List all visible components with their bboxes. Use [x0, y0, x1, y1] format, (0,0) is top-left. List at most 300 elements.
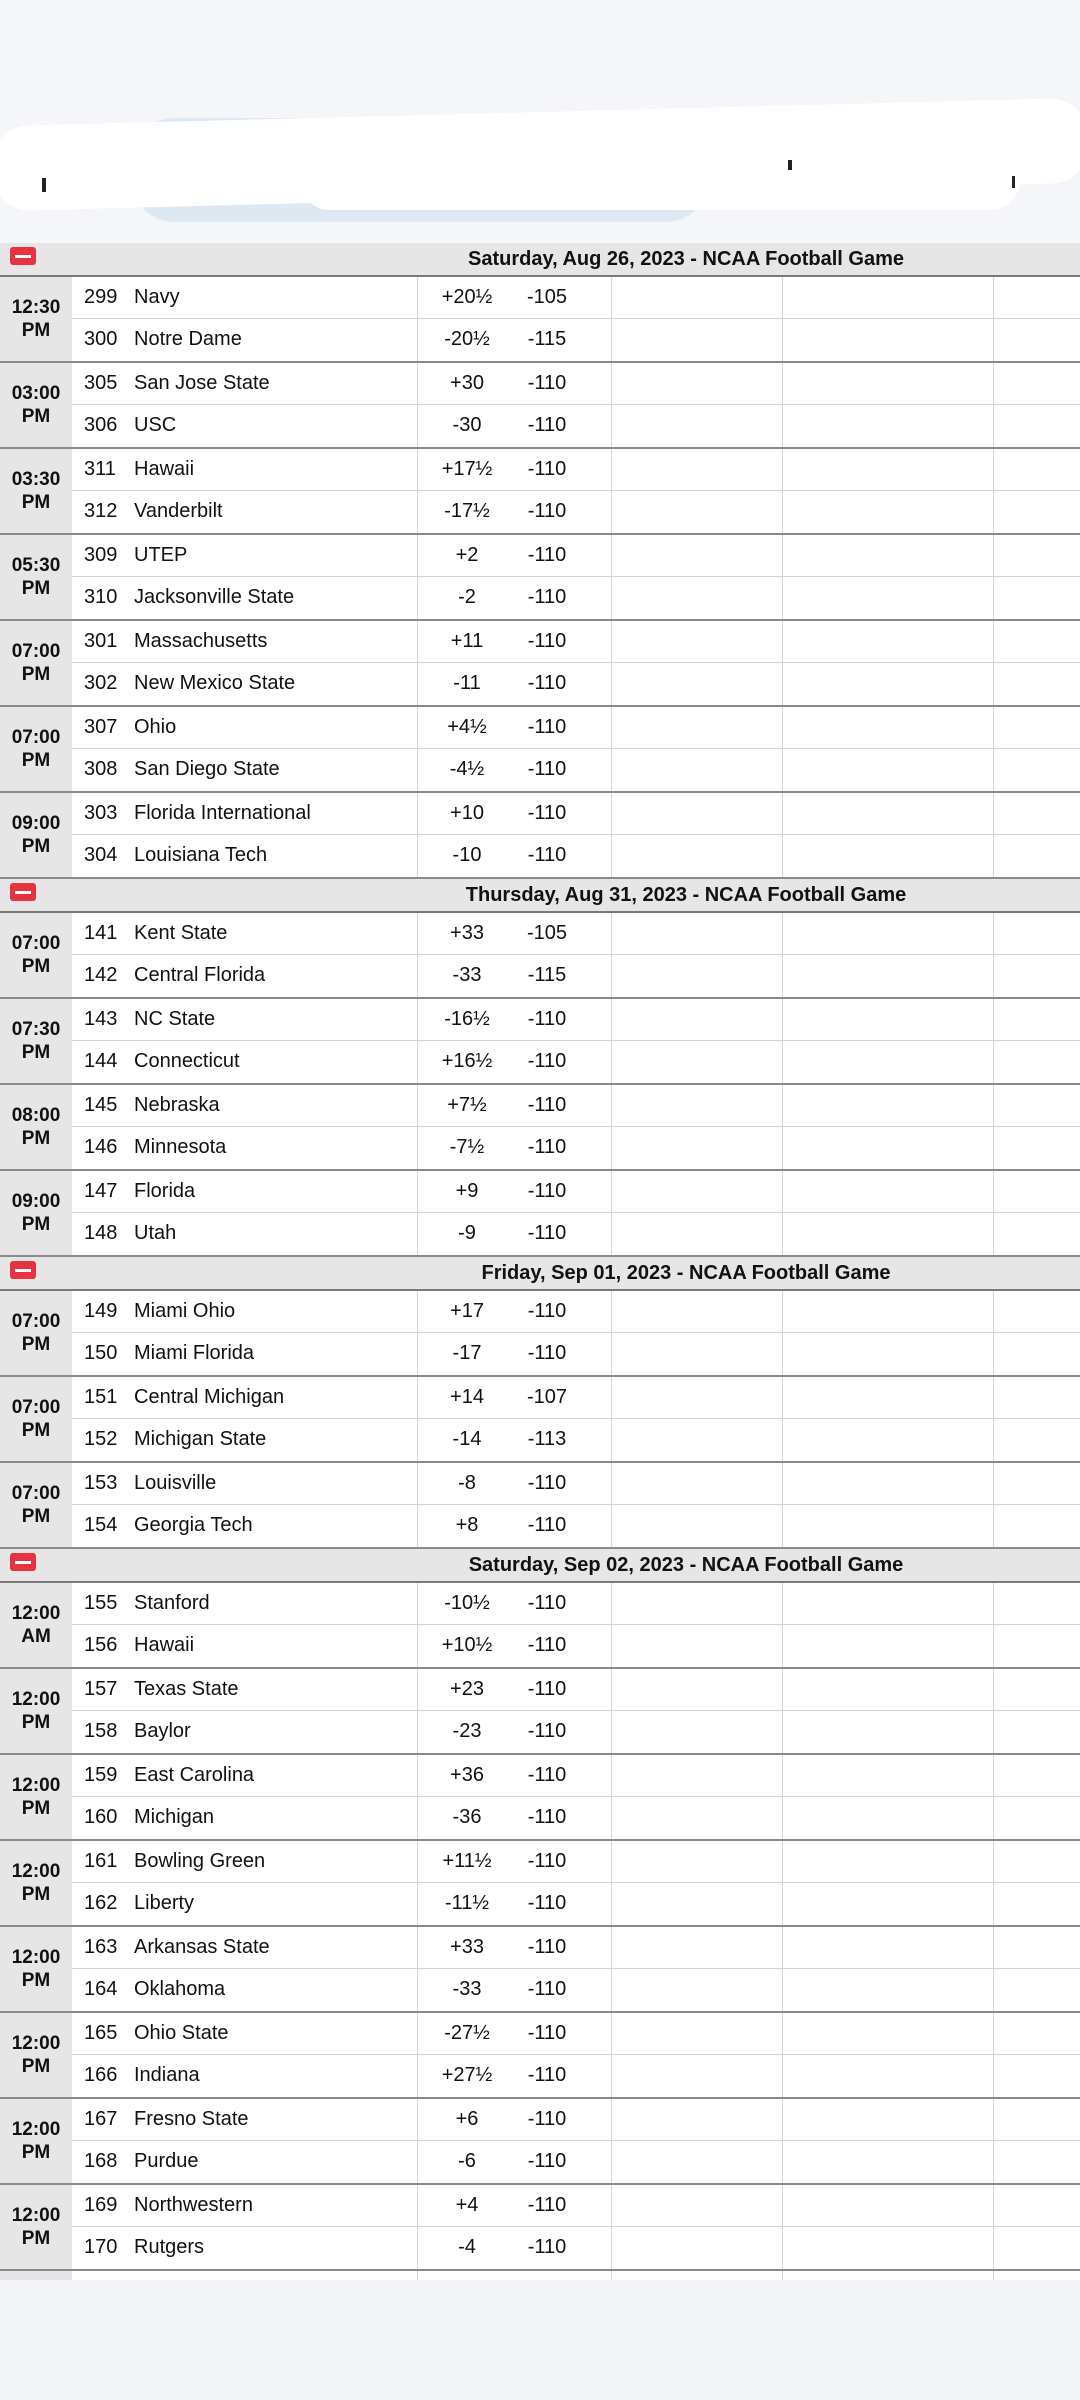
game-time-part: 12:00 [11, 1603, 61, 1624]
game-lines [72, 535, 1080, 619]
game-time-part: 07:00 [11, 933, 61, 954]
spread-cell[interactable]: +2 [455, 544, 479, 566]
game-lines [72, 2013, 1080, 2097]
team-line [72, 1463, 1080, 1505]
game-time [0, 535, 72, 619]
game-time-part: PM [21, 1712, 51, 1733]
spread-cell[interactable]: -10½ [444, 1592, 490, 1614]
spread-cell[interactable]: -23 [452, 1720, 482, 1742]
game-time-part: PM [21, 1042, 51, 1063]
game-time-part: 12:30 [11, 297, 61, 318]
team-line [72, 1969, 1080, 2011]
odds-cell[interactable]: -110 [527, 2064, 567, 2086]
team-line [72, 1171, 1080, 1213]
rotation-number: 170 [84, 2236, 118, 2258]
game-time [0, 1463, 72, 1547]
team-line [72, 1085, 1080, 1127]
team-line [72, 405, 1080, 447]
game-time-part: PM [21, 406, 51, 427]
spread-cell[interactable]: +8 [455, 1514, 479, 1536]
game-row [0, 1755, 1080, 1841]
team-line [72, 1625, 1080, 1667]
spread-cell[interactable]: +33 [450, 922, 484, 944]
rotation-number: 160 [84, 1806, 118, 1828]
odds-cell[interactable]: -105 [526, 286, 568, 308]
odds-cell[interactable]: -110 [527, 1342, 567, 1364]
team-name: Jacksonville State [134, 586, 295, 608]
team-line [72, 955, 1080, 997]
game-lines [72, 1927, 1080, 2011]
section-header [0, 879, 1080, 913]
banner-mark [788, 160, 792, 170]
odds-cell[interactable]: -110 [527, 1514, 567, 1536]
odds-cell[interactable]: -110 [527, 630, 567, 652]
odds-cell[interactable]: -110 [527, 414, 567, 436]
spread-cell[interactable]: +4½ [447, 716, 487, 738]
game-time-part: 03:00 [11, 383, 61, 404]
spread-cell[interactable]: -16½ [444, 1008, 490, 1030]
spread-cell[interactable]: +33 [450, 1936, 484, 1958]
banner-mark [42, 178, 46, 192]
game-time [0, 1583, 72, 1667]
odds-cell[interactable]: -110 [527, 586, 567, 608]
rotation-number: 306 [84, 414, 118, 436]
spread-cell[interactable]: +17 [450, 1300, 484, 1322]
spread-cell[interactable]: +7½ [447, 1094, 487, 1116]
rotation-number: 309 [84, 544, 118, 566]
team-name: Oklahoma [134, 1978, 226, 2000]
odds-cell[interactable]: -110 [527, 716, 567, 738]
odds-cell[interactable]: -110 [527, 2236, 567, 2258]
game-time-part: 03:30 [11, 469, 61, 490]
odds-cell[interactable]: -110 [527, 2194, 567, 2216]
team-name: East Carolina [134, 1764, 255, 1786]
spread-cell[interactable]: +10 [450, 802, 484, 824]
team-name: Purdue [134, 2150, 199, 2172]
team-line [72, 1505, 1080, 1547]
team-name: Texas State [134, 1678, 239, 1700]
game-row [0, 449, 1080, 535]
team-name: Minnesota [134, 1136, 227, 1158]
team-name: Nebraska [134, 1094, 220, 1116]
odds-cell[interactable]: -110 [527, 1180, 567, 1202]
odds-cell[interactable]: -115 [527, 328, 567, 350]
team-line [72, 1419, 1080, 1461]
game-row [0, 1583, 1080, 1669]
game-time-part: PM [21, 2056, 51, 2077]
game-time [0, 1927, 72, 2011]
spread-cell[interactable]: +14 [450, 1386, 484, 1408]
game-row [0, 707, 1080, 793]
game-time [0, 2099, 72, 2183]
spread-cell[interactable]: -4½ [449, 758, 485, 780]
team-name: Notre Dame [134, 328, 242, 350]
game-time-part: PM [21, 2228, 51, 2249]
game-time [0, 1085, 72, 1169]
game-row [0, 1085, 1080, 1171]
game-time-part: PM [21, 664, 51, 685]
odds-cell[interactable]: -110 [527, 1720, 567, 1742]
odds-cell[interactable]: -110 [527, 1222, 567, 1244]
odds-cell[interactable]: -110 [527, 758, 567, 780]
team-line [72, 2227, 1080, 2269]
team-name: UTEP [134, 544, 188, 566]
team-name: NC State [134, 1008, 216, 1030]
team-name: Ohio State [134, 2022, 229, 2044]
odds-cell[interactable]: -110 [527, 1634, 567, 1656]
spread-cell[interactable]: -4 [458, 2236, 476, 2258]
game-lines [72, 1583, 1080, 1667]
odds-cell[interactable]: -110 [527, 1764, 567, 1786]
game-time-part: 12:00 [11, 2033, 61, 2054]
rotation-number: 167 [84, 2108, 118, 2130]
spread-cell[interactable]: -30 [452, 414, 482, 436]
game-lines [72, 2099, 1080, 2183]
game-time-part: PM [21, 320, 51, 341]
game-time [0, 621, 72, 705]
spread-cell[interactable]: -10 [452, 844, 482, 866]
game-time-part: 09:00 [11, 1191, 61, 1212]
team-line [72, 449, 1080, 491]
odds-cell[interactable]: -105 [526, 922, 568, 944]
rotation-number: 148 [84, 1222, 118, 1244]
rotation-number: 156 [84, 1634, 118, 1656]
rotation-number: 164 [84, 1978, 118, 2000]
odds-cell[interactable]: -110 [527, 1978, 567, 2000]
team-line [72, 1213, 1080, 1255]
game-row [0, 621, 1080, 707]
rotation-number: 151 [84, 1386, 118, 1408]
team-name: Arkansas State [134, 1936, 270, 1958]
game-time-part: 05:30 [11, 555, 61, 576]
team-name: Florida International [134, 802, 311, 824]
section-header [0, 1257, 1080, 1291]
team-name: Georgia Tech [134, 1514, 253, 1536]
team-line [72, 707, 1080, 749]
rotation-number: 165 [84, 2022, 118, 2044]
spread-cell[interactable]: +36 [450, 1764, 484, 1786]
odds-cell[interactable]: -110 [527, 1050, 567, 1072]
game-lines [72, 913, 1080, 997]
team-line [72, 1927, 1080, 1969]
rotation-number: 168 [84, 2150, 118, 2172]
odds-cell[interactable]: -110 [527, 1678, 567, 1700]
team-line [72, 2141, 1080, 2183]
rotation-number: 154 [84, 1514, 118, 1536]
spread-cell[interactable]: +30 [450, 372, 484, 394]
team-name: Rutgers [134, 2236, 205, 2258]
team-name: Central Florida [134, 964, 266, 986]
rotation-number: 308 [84, 758, 118, 780]
odds-cell[interactable]: -110 [527, 1936, 567, 1958]
spread-cell[interactable]: +17½ [441, 458, 493, 480]
game-time [0, 707, 72, 791]
team-name: Kent State [134, 922, 228, 944]
team-name: San Jose State [134, 372, 270, 394]
team-name: Liberty [134, 1892, 195, 1914]
spread-cell[interactable]: +16½ [441, 1050, 493, 1072]
odds-cell[interactable]: -110 [527, 1806, 567, 1828]
game-lines [72, 1463, 1080, 1547]
game-row [0, 363, 1080, 449]
rotation-number: 144 [84, 1050, 118, 1072]
rotation-number: 162 [84, 1892, 118, 1914]
spread-cell[interactable]: -11 [453, 672, 481, 694]
game-lines [72, 1377, 1080, 1461]
spread-cell[interactable]: -17½ [444, 500, 490, 522]
rotation-number: 145 [84, 1094, 118, 1116]
spread-cell[interactable]: +20½ [441, 286, 493, 308]
rotation-number: 166 [84, 2064, 118, 2086]
odds-cell[interactable]: -110 [527, 544, 567, 566]
odds-cell[interactable]: -110 [527, 844, 567, 866]
spread-cell[interactable]: -20½ [444, 328, 490, 350]
spread-cell[interactable]: -33 [452, 1978, 482, 2000]
odds-cell[interactable]: -110 [527, 2108, 567, 2130]
team-name: Utah [134, 1222, 177, 1244]
spread-cell[interactable]: +10½ [441, 1634, 493, 1656]
team-line [72, 277, 1080, 319]
odds-cell[interactable]: -110 [527, 672, 567, 694]
rotation-number: 304 [84, 844, 118, 866]
game-row [0, 1669, 1080, 1755]
spread-cell[interactable]: -36 [452, 1806, 482, 1828]
game-lines [72, 1755, 1080, 1839]
game-lines [72, 2185, 1080, 2269]
game-time-part: 08:00 [11, 1105, 61, 1126]
spread-cell[interactable]: -33 [452, 964, 482, 986]
game-time-part: AM [21, 1626, 51, 1647]
game-time [0, 999, 72, 1083]
page-bottom [0, 2280, 1080, 2400]
game-lines [72, 999, 1080, 1083]
rotation-number: 146 [84, 1136, 118, 1158]
game-row [0, 1927, 1080, 2013]
game-time-part: 09:00 [11, 813, 61, 834]
odds-cell[interactable]: -110 [527, 802, 567, 824]
section-title: Saturday, Aug 26, 2023 - NCAA Football Game [467, 248, 905, 270]
team-line [72, 1797, 1080, 1839]
rotation-number: 300 [84, 328, 118, 350]
spread-cell[interactable]: +9 [455, 1180, 479, 1202]
section-title: Friday, Sep 01, 2023 - NCAA Football Game [481, 1262, 891, 1284]
odds-board [0, 243, 1080, 2315]
game-time-part: 07:00 [11, 1397, 61, 1418]
game-time [0, 913, 72, 997]
team-line [72, 1333, 1080, 1375]
game-lines [72, 1171, 1080, 1255]
game-time-part: 12:00 [11, 1689, 61, 1710]
spread-cell[interactable]: -14 [452, 1428, 482, 1450]
team-line [72, 1883, 1080, 1925]
odds-cell[interactable]: -115 [527, 964, 567, 986]
spread-cell[interactable]: +27½ [441, 2064, 493, 2086]
team-line [72, 363, 1080, 405]
spread-cell[interactable]: -27½ [444, 2022, 490, 2044]
game-time-part: PM [21, 1420, 51, 1441]
spread-cell[interactable]: -7½ [449, 1136, 485, 1158]
team-name: Massachusetts [134, 630, 268, 652]
team-line [72, 999, 1080, 1041]
game-lines [72, 363, 1080, 447]
team-line [72, 1841, 1080, 1883]
rotation-number: 141 [84, 922, 118, 944]
team-name: Miami Florida [134, 1342, 255, 1364]
game-time-part: 07:00 [11, 1311, 61, 1332]
game-time-part: 12:00 [11, 1947, 61, 1968]
odds-cell[interactable]: -110 [527, 1094, 567, 1116]
game-lines [72, 1291, 1080, 1375]
game-time-part: PM [21, 1334, 51, 1355]
rotation-number: 311 [84, 458, 116, 480]
rotation-number: 302 [84, 672, 118, 694]
team-name: Baylor [134, 1720, 191, 1742]
team-line [72, 1127, 1080, 1169]
game-time-part: PM [21, 1128, 51, 1149]
game-time-part: PM [21, 1970, 51, 1991]
rotation-number: 159 [84, 1764, 118, 1786]
game-time-part: PM [21, 1884, 51, 1905]
rotation-number: 142 [84, 964, 118, 986]
team-line [72, 2013, 1080, 2055]
game-lines [72, 1841, 1080, 1925]
team-name: Florida [134, 1180, 196, 1202]
odds-cell[interactable]: -110 [527, 1300, 567, 1322]
spread-cell[interactable]: -17 [452, 1342, 482, 1364]
game-row [0, 1171, 1080, 1257]
game-time-part: PM [21, 956, 51, 977]
game-row [0, 1463, 1080, 1549]
team-line [72, 1583, 1080, 1625]
game-time-part: PM [21, 578, 51, 599]
spread-cell[interactable]: -2 [458, 586, 476, 608]
spread-cell[interactable]: -9 [458, 1222, 476, 1244]
team-name: Central Michigan [134, 1386, 285, 1408]
banner-shape [300, 150, 1020, 210]
game-row [0, 535, 1080, 621]
section-title: Thursday, Aug 31, 2023 - NCAA Football Game [465, 884, 907, 906]
odds-cell[interactable]: -110 [527, 372, 567, 394]
team-line [72, 577, 1080, 619]
game-time [0, 793, 72, 877]
team-name: Northwestern [134, 2194, 253, 2216]
rotation-number: 161 [84, 1850, 118, 1872]
spread-cell[interactable]: -11½ [444, 1892, 490, 1914]
team-line [72, 1669, 1080, 1711]
team-name: Ohio [134, 716, 177, 738]
game-row [0, 2013, 1080, 2099]
team-name: USC [134, 414, 177, 436]
spread-cell[interactable]: -6 [458, 2150, 476, 2172]
section-title: Saturday, Sep 02, 2023 - NCAA Football Game [468, 1554, 904, 1576]
game-time-part: 12:00 [11, 1775, 61, 1796]
game-time-part: 07:00 [11, 727, 61, 748]
game-lines [72, 707, 1080, 791]
game-time [0, 449, 72, 533]
rotation-number: 149 [84, 1300, 118, 1322]
rotation-number: 312 [84, 500, 118, 522]
rotation-number: 307 [84, 716, 118, 738]
team-line [72, 793, 1080, 835]
rotation-number: 155 [84, 1592, 118, 1614]
team-name: Hawaii [134, 1634, 195, 1656]
odds-cell[interactable]: -110 [527, 1892, 567, 1914]
rotation-number: 301 [84, 630, 118, 652]
team-line [72, 535, 1080, 577]
team-line [72, 2099, 1080, 2141]
odds-cell[interactable]: -110 [527, 1136, 567, 1158]
banner-mark [1012, 176, 1015, 188]
team-line [72, 913, 1080, 955]
game-time [0, 1669, 72, 1753]
game-time [0, 277, 72, 361]
game-lines [72, 449, 1080, 533]
team-name: Hawaii [134, 458, 195, 480]
team-name: Navy [134, 286, 180, 308]
odds-cell[interactable]: -110 [527, 458, 567, 480]
team-line [72, 1377, 1080, 1419]
game-time-part: PM [21, 492, 51, 513]
game-time-part: 12:00 [11, 2119, 61, 2140]
game-row [0, 2099, 1080, 2185]
spread-cell[interactable]: +11 [450, 630, 484, 652]
spread-cell[interactable]: +6 [455, 2108, 479, 2130]
odds-cell[interactable]: -107 [526, 1386, 568, 1408]
odds-cell[interactable]: -110 [527, 500, 567, 522]
game-time-part: 07:30 [11, 1019, 61, 1040]
game-time [0, 1291, 72, 1375]
section-header [0, 1549, 1080, 1583]
odds-cell[interactable]: -110 [527, 1592, 567, 1614]
rotation-number: 299 [84, 286, 118, 308]
team-name: Vanderbilt [134, 500, 223, 522]
rotation-number: 310 [84, 586, 118, 608]
spread-cell[interactable]: +4 [455, 2194, 479, 2216]
game-row [0, 913, 1080, 999]
game-time [0, 1755, 72, 1839]
game-time-part: PM [21, 1798, 51, 1819]
game-time-part: PM [21, 836, 51, 857]
odds-cell[interactable]: -110 [527, 1850, 567, 1872]
rotation-number: 169 [84, 2194, 118, 2216]
game-time-part: 12:00 [11, 1861, 61, 1882]
team-name: Stanford [134, 1592, 210, 1614]
odds-cell[interactable]: -110 [527, 1472, 567, 1494]
team-line [72, 1291, 1080, 1333]
game-time-part: PM [21, 1214, 51, 1235]
spread-cell[interactable]: +23 [450, 1678, 484, 1700]
game-row [0, 2185, 1080, 2271]
spread-cell[interactable]: -8 [458, 1472, 476, 1494]
team-name: Michigan [134, 1806, 215, 1828]
game-lines [72, 621, 1080, 705]
odds-cell[interactable]: -110 [527, 2150, 567, 2172]
odds-cell[interactable]: -113 [527, 1428, 567, 1450]
game-time [0, 1171, 72, 1255]
top-banner [0, 0, 1080, 243]
game-time-part: PM [21, 2142, 51, 2163]
team-name: New Mexico State [134, 672, 296, 694]
team-line [72, 319, 1080, 361]
game-lines [72, 1669, 1080, 1753]
team-line [72, 663, 1080, 705]
game-row [0, 999, 1080, 1085]
odds-cell[interactable]: -110 [527, 2022, 567, 2044]
odds-cell[interactable]: -110 [527, 1008, 567, 1030]
spread-cell[interactable]: +11½ [442, 1850, 492, 1872]
team-name: Louisville [134, 1472, 217, 1494]
team-line [72, 621, 1080, 663]
